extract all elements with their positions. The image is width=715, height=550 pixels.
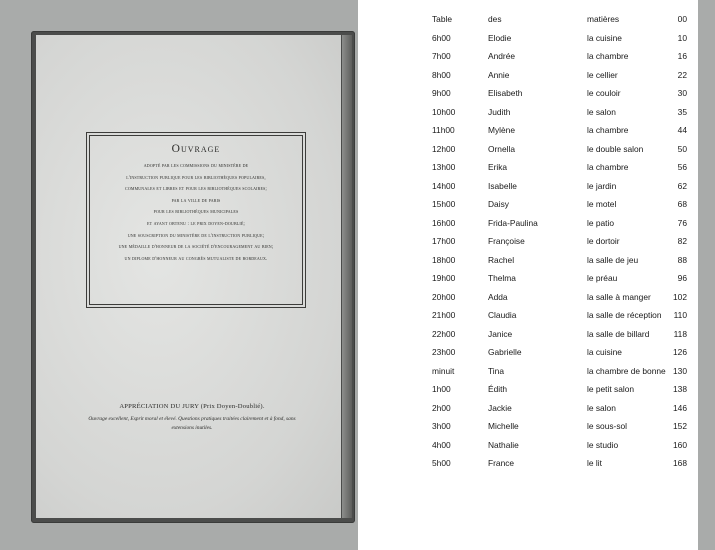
toc-page: 30 bbox=[677, 88, 687, 98]
toc-time: 4h00 bbox=[432, 439, 451, 450]
toc-row bbox=[358, 251, 698, 270]
toc-room: le cellier bbox=[587, 69, 618, 80]
toc-row bbox=[358, 29, 698, 48]
toc-name: Françoise bbox=[488, 236, 525, 246]
toc-name: Jackie bbox=[488, 402, 512, 413]
toc-page: 160 bbox=[673, 439, 687, 450]
toc-time: 19h00 bbox=[432, 273, 456, 283]
toc-name: Mylène bbox=[488, 125, 515, 135]
toc-time: 8h00 bbox=[432, 69, 451, 80]
toc-room: le salon bbox=[587, 402, 616, 413]
toc-time: 15h00 bbox=[432, 199, 456, 209]
toc-name: Andrée bbox=[488, 51, 516, 61]
toc-row bbox=[358, 10, 698, 29]
notice-line: une médaille d'honneur de la société d'encouragement au bien; bbox=[118, 244, 274, 251]
toc-room: la salle de jeu bbox=[587, 254, 639, 265]
toc-room: la salle de billard bbox=[587, 328, 650, 339]
book-cover bbox=[31, 31, 355, 523]
toc-time: 13h00 bbox=[432, 162, 456, 172]
table-of-contents bbox=[358, 10, 698, 473]
toc-name: Daisy bbox=[488, 199, 509, 209]
toc-time: minuit bbox=[432, 365, 455, 376]
book-page bbox=[36, 35, 341, 518]
toc-page: 62 bbox=[677, 180, 687, 191]
toc-time: 17h00 bbox=[432, 236, 456, 246]
toc-time: 9h00 bbox=[432, 88, 451, 98]
toc-name: Janice bbox=[488, 328, 513, 339]
toc-row bbox=[358, 288, 698, 307]
toc-time: 10h00 bbox=[432, 106, 456, 117]
award-notice-box bbox=[89, 135, 303, 305]
toc-row bbox=[358, 399, 698, 418]
notice-line: pour les bibliothèques municipales bbox=[153, 209, 239, 216]
toc-name: Erika bbox=[488, 162, 508, 172]
toc-row bbox=[358, 417, 698, 436]
toc-time: 12h00 bbox=[432, 143, 456, 154]
notice-line: un diplome d'honneur au congrès mutualiste de bordeaux. bbox=[124, 255, 268, 262]
toc-page: 118 bbox=[673, 328, 687, 339]
toc-time: 23h00 bbox=[432, 347, 456, 357]
toc-page: 146 bbox=[673, 402, 687, 413]
toc-room: le préau bbox=[587, 273, 618, 283]
toc-row bbox=[358, 103, 698, 122]
toc-room: la chambre bbox=[587, 125, 629, 135]
toc-room: le studio bbox=[587, 439, 619, 450]
toc-time: 21h00 bbox=[432, 310, 456, 320]
jury-text: Ouvrage excellent, Esprit moral et élevé. Questions pratiques traitées clairement et à fond, sans extensions inutiles. bbox=[88, 416, 296, 431]
toc-room: le sous-sol bbox=[587, 421, 628, 431]
toc-room: le double salon bbox=[587, 143, 644, 154]
toc-name: Tina bbox=[488, 365, 504, 376]
toc-time: 11h00 bbox=[432, 125, 455, 135]
toc-name: Elisabeth bbox=[488, 88, 523, 98]
notice-line: communales et libres et pour les bibliothèques scolaires; bbox=[125, 186, 267, 193]
jury-heading: APPRÉCIATION DU JURY (Prix Doyen-Doublié). bbox=[119, 403, 265, 410]
toc-page: 168 bbox=[673, 458, 687, 468]
toc-time: 5h00 bbox=[432, 458, 451, 468]
toc-room: le motel bbox=[587, 199, 617, 209]
toc-page: 152 bbox=[673, 421, 687, 431]
toc-room: le salon bbox=[587, 106, 616, 117]
notice-line: et ayant obtenu : le prix doyen-doublié; bbox=[146, 220, 245, 227]
notice-lines bbox=[90, 161, 302, 265]
toc-time: 16h00 bbox=[432, 217, 456, 228]
page-margin-strip bbox=[698, 0, 715, 550]
toc-row bbox=[358, 140, 698, 159]
toc-name: Annie bbox=[488, 69, 510, 80]
toc-name: Nathalie bbox=[488, 439, 519, 450]
toc-name: Elodie bbox=[488, 32, 512, 43]
toc-time: 3h00 bbox=[432, 421, 451, 431]
toc-row bbox=[358, 47, 698, 66]
toc-time: Table bbox=[432, 14, 453, 24]
toc-row bbox=[358, 66, 698, 85]
toc-name: Frida-Paulina bbox=[488, 217, 538, 228]
toc-page: 126 bbox=[673, 347, 687, 357]
toc-row bbox=[358, 269, 698, 288]
toc-room: la cuisine bbox=[587, 32, 622, 43]
toc-name: Judith bbox=[488, 106, 511, 117]
toc-room: la cuisine bbox=[587, 347, 622, 357]
toc-name: Ornella bbox=[488, 143, 515, 154]
toc-page: 44 bbox=[677, 125, 687, 135]
toc-room: la salle à manger bbox=[587, 291, 651, 302]
toc-room: le patio bbox=[587, 217, 615, 228]
toc-page: 35 bbox=[677, 106, 687, 117]
toc-page: 16 bbox=[677, 51, 687, 61]
toc-row bbox=[358, 454, 698, 473]
table-of-contents-page bbox=[358, 0, 698, 550]
toc-room: la chambre de bonne bbox=[587, 365, 666, 376]
toc-time: 7h00 bbox=[432, 51, 451, 61]
toc-room: le couloir bbox=[587, 88, 621, 98]
toc-name: des bbox=[488, 14, 502, 24]
toc-page: 138 bbox=[673, 384, 687, 394]
toc-row bbox=[358, 195, 698, 214]
toc-page: 130 bbox=[673, 365, 687, 376]
toc-time: 6h00 bbox=[432, 32, 451, 43]
toc-page: 10 bbox=[677, 32, 687, 43]
toc-room: la chambre bbox=[587, 162, 629, 172]
toc-room: le dortoir bbox=[587, 236, 620, 246]
toc-room: la chambre bbox=[587, 51, 629, 61]
notice-line: par la ville de paris bbox=[171, 197, 221, 204]
toc-row bbox=[358, 232, 698, 251]
toc-page: 00 bbox=[677, 14, 687, 24]
toc-page: 76 bbox=[677, 217, 687, 228]
toc-row bbox=[358, 325, 698, 344]
toc-page: 110 bbox=[673, 310, 687, 320]
toc-room: le petit salon bbox=[587, 384, 635, 394]
toc-page: 96 bbox=[677, 273, 687, 283]
toc-room: matières bbox=[587, 14, 620, 24]
toc-name: Isabelle bbox=[488, 180, 517, 191]
toc-time: 20h00 bbox=[432, 291, 456, 302]
toc-row bbox=[358, 362, 698, 381]
toc-row bbox=[358, 343, 698, 362]
toc-page: 82 bbox=[677, 236, 687, 246]
toc-row bbox=[358, 306, 698, 325]
book-page-edge bbox=[342, 35, 352, 518]
toc-name: Michelle bbox=[488, 421, 519, 431]
toc-page: 50 bbox=[677, 143, 687, 154]
toc-row bbox=[358, 177, 698, 196]
toc-time: 22h00 bbox=[432, 328, 456, 339]
notice-line: adopté par les commissions du ministère de bbox=[143, 163, 249, 169]
toc-time: 14h00 bbox=[432, 180, 456, 191]
toc-room: le lit bbox=[587, 458, 602, 468]
toc-page: 68 bbox=[677, 199, 687, 209]
notice-title: Ouvrage bbox=[171, 143, 221, 155]
toc-name: Édith bbox=[488, 384, 508, 394]
toc-page: 22 bbox=[677, 69, 687, 80]
toc-page: 56 bbox=[677, 162, 687, 172]
toc-row bbox=[358, 436, 698, 455]
toc-row bbox=[358, 121, 698, 140]
toc-name: Claudia bbox=[488, 310, 517, 320]
toc-page: 102 bbox=[673, 291, 687, 302]
toc-row bbox=[358, 214, 698, 233]
toc-name: Rachel bbox=[488, 254, 515, 265]
toc-name: Thelma bbox=[488, 273, 516, 283]
toc-time: 1h00 bbox=[432, 384, 451, 394]
toc-name: Adda bbox=[488, 291, 508, 302]
toc-row bbox=[358, 380, 698, 399]
toc-row bbox=[358, 84, 698, 103]
toc-time: 18h00 bbox=[432, 254, 456, 265]
toc-room: la salle de réception bbox=[587, 310, 662, 320]
toc-time: 2h00 bbox=[432, 402, 451, 413]
toc-page: 88 bbox=[677, 254, 687, 265]
toc-name: France bbox=[488, 458, 515, 468]
toc-name: Gabrielle bbox=[488, 347, 522, 357]
jury-appreciation bbox=[72, 403, 312, 433]
toc-room: le jardin bbox=[587, 180, 617, 191]
notice-line: une souscription du ministère de l'instruction publique; bbox=[127, 232, 265, 239]
toc-row bbox=[358, 158, 698, 177]
notice-line: l'instruction publique pour les bibliothèques populaires, bbox=[126, 174, 266, 181]
